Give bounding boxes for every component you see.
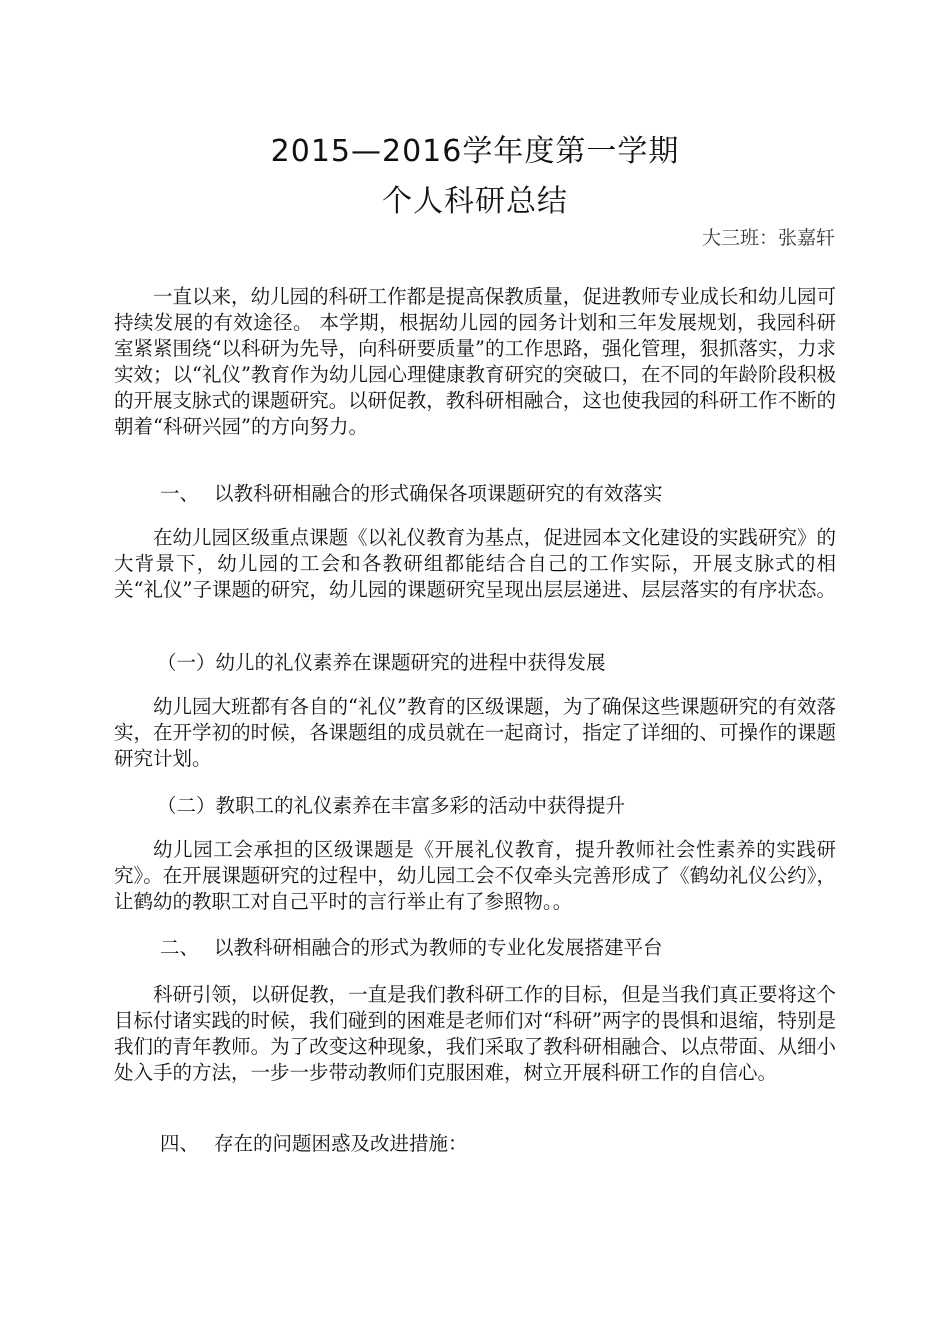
section-title: 以教科研相融合的形式为教师的专业化发展搭建平台 <box>214 936 663 959</box>
section-number: 一、 <box>160 482 200 505</box>
section-number: 四、 <box>160 1132 200 1155</box>
document-title-line2: 个人科研总结 <box>382 184 568 219</box>
section-title: 存在的问题困惑及改进措施： <box>214 1132 468 1155</box>
intro-paragraph: 一直以来，幼儿园的科研工作都是提高保教质量，促进教师专业成长和幼儿园可持续发展的有效途径。 本学期，根据幼儿园的园务计划和三年发展规划，我园科研室紧紧围绕“以科研为先导，向科研要质量”的工作思路，强化管理，狠抓落实，力求实效；以“礼仪”教育作为幼儿园心理健康教育研究的突破口，在不同的年龄阶段积极的开展支脉式的课题研究。以研促教，教科研相融合，这也使我园的科研工作不断的朝着“科研兴园”的方向努力。 <box>114 285 836 438</box>
author-line: 大三班：张嘉轩 <box>701 227 835 249</box>
section-heading-2 <box>160 935 840 961</box>
section-number: 二、 <box>160 936 200 959</box>
section2-paragraph: 科研引领，以研促教，一直是我们教科研工作的目标，但是当我们真正要将这个目标付诸实践的时候，我们碰到的困难是老师们对“科研”两字的畏惧和退缩，特别是我们的青年教师。为了改变这种现象，我们采取了教科研相融合、以点带面、从细小处入手的方法，一步一步带动教师们克服困难，树立开展科研工作的自信心。 <box>114 983 836 1084</box>
subsection1-paragraph: 幼儿园大班都有各自的“礼仪”教育的区级课题，为了确保这些课题研究的有效落实，在开学初的时候，各课题组的成员就在一起商讨，指定了详细的、可操作的课题研究计划。 <box>114 695 836 770</box>
section-heading-1 <box>160 481 840 507</box>
section1-paragraph: 在幼儿园区级重点课题《以礼仪教育为基点，促进园本文化建设的实践研究》的大背景下，幼儿园的工会和各教研组都能结合自己的工作实际，开展支脉式的相关“礼仪”子课题的研究，幼儿园的课题研究呈现出层层递进、层层落实的有序状态。 <box>114 526 836 601</box>
subsection2-paragraph: 幼儿园工会承担的区级课题是《开展礼仪教育，提升教师社会性素养的实践研究》。在开展课题研究的过程中，幼儿园工会不仅牵头完善形成了《鹤幼礼仪公约》，让鹤幼的教职工对自己平时的言行举止有了参照物。。 <box>114 838 836 913</box>
section-heading-4 <box>160 1131 840 1157</box>
document-title-line1: 2015—2016学年度第一学期 <box>270 134 680 169</box>
subsection-heading-2: （二）教职工的礼仪素养在丰富多彩的活动中获得提升 <box>157 794 626 817</box>
subsection-heading-1: （一）幼儿的礼仪素养在课题研究的进程中获得发展 <box>157 651 606 674</box>
section-title: 以教科研相融合的形式确保各项课题研究的有效落实 <box>214 482 663 505</box>
